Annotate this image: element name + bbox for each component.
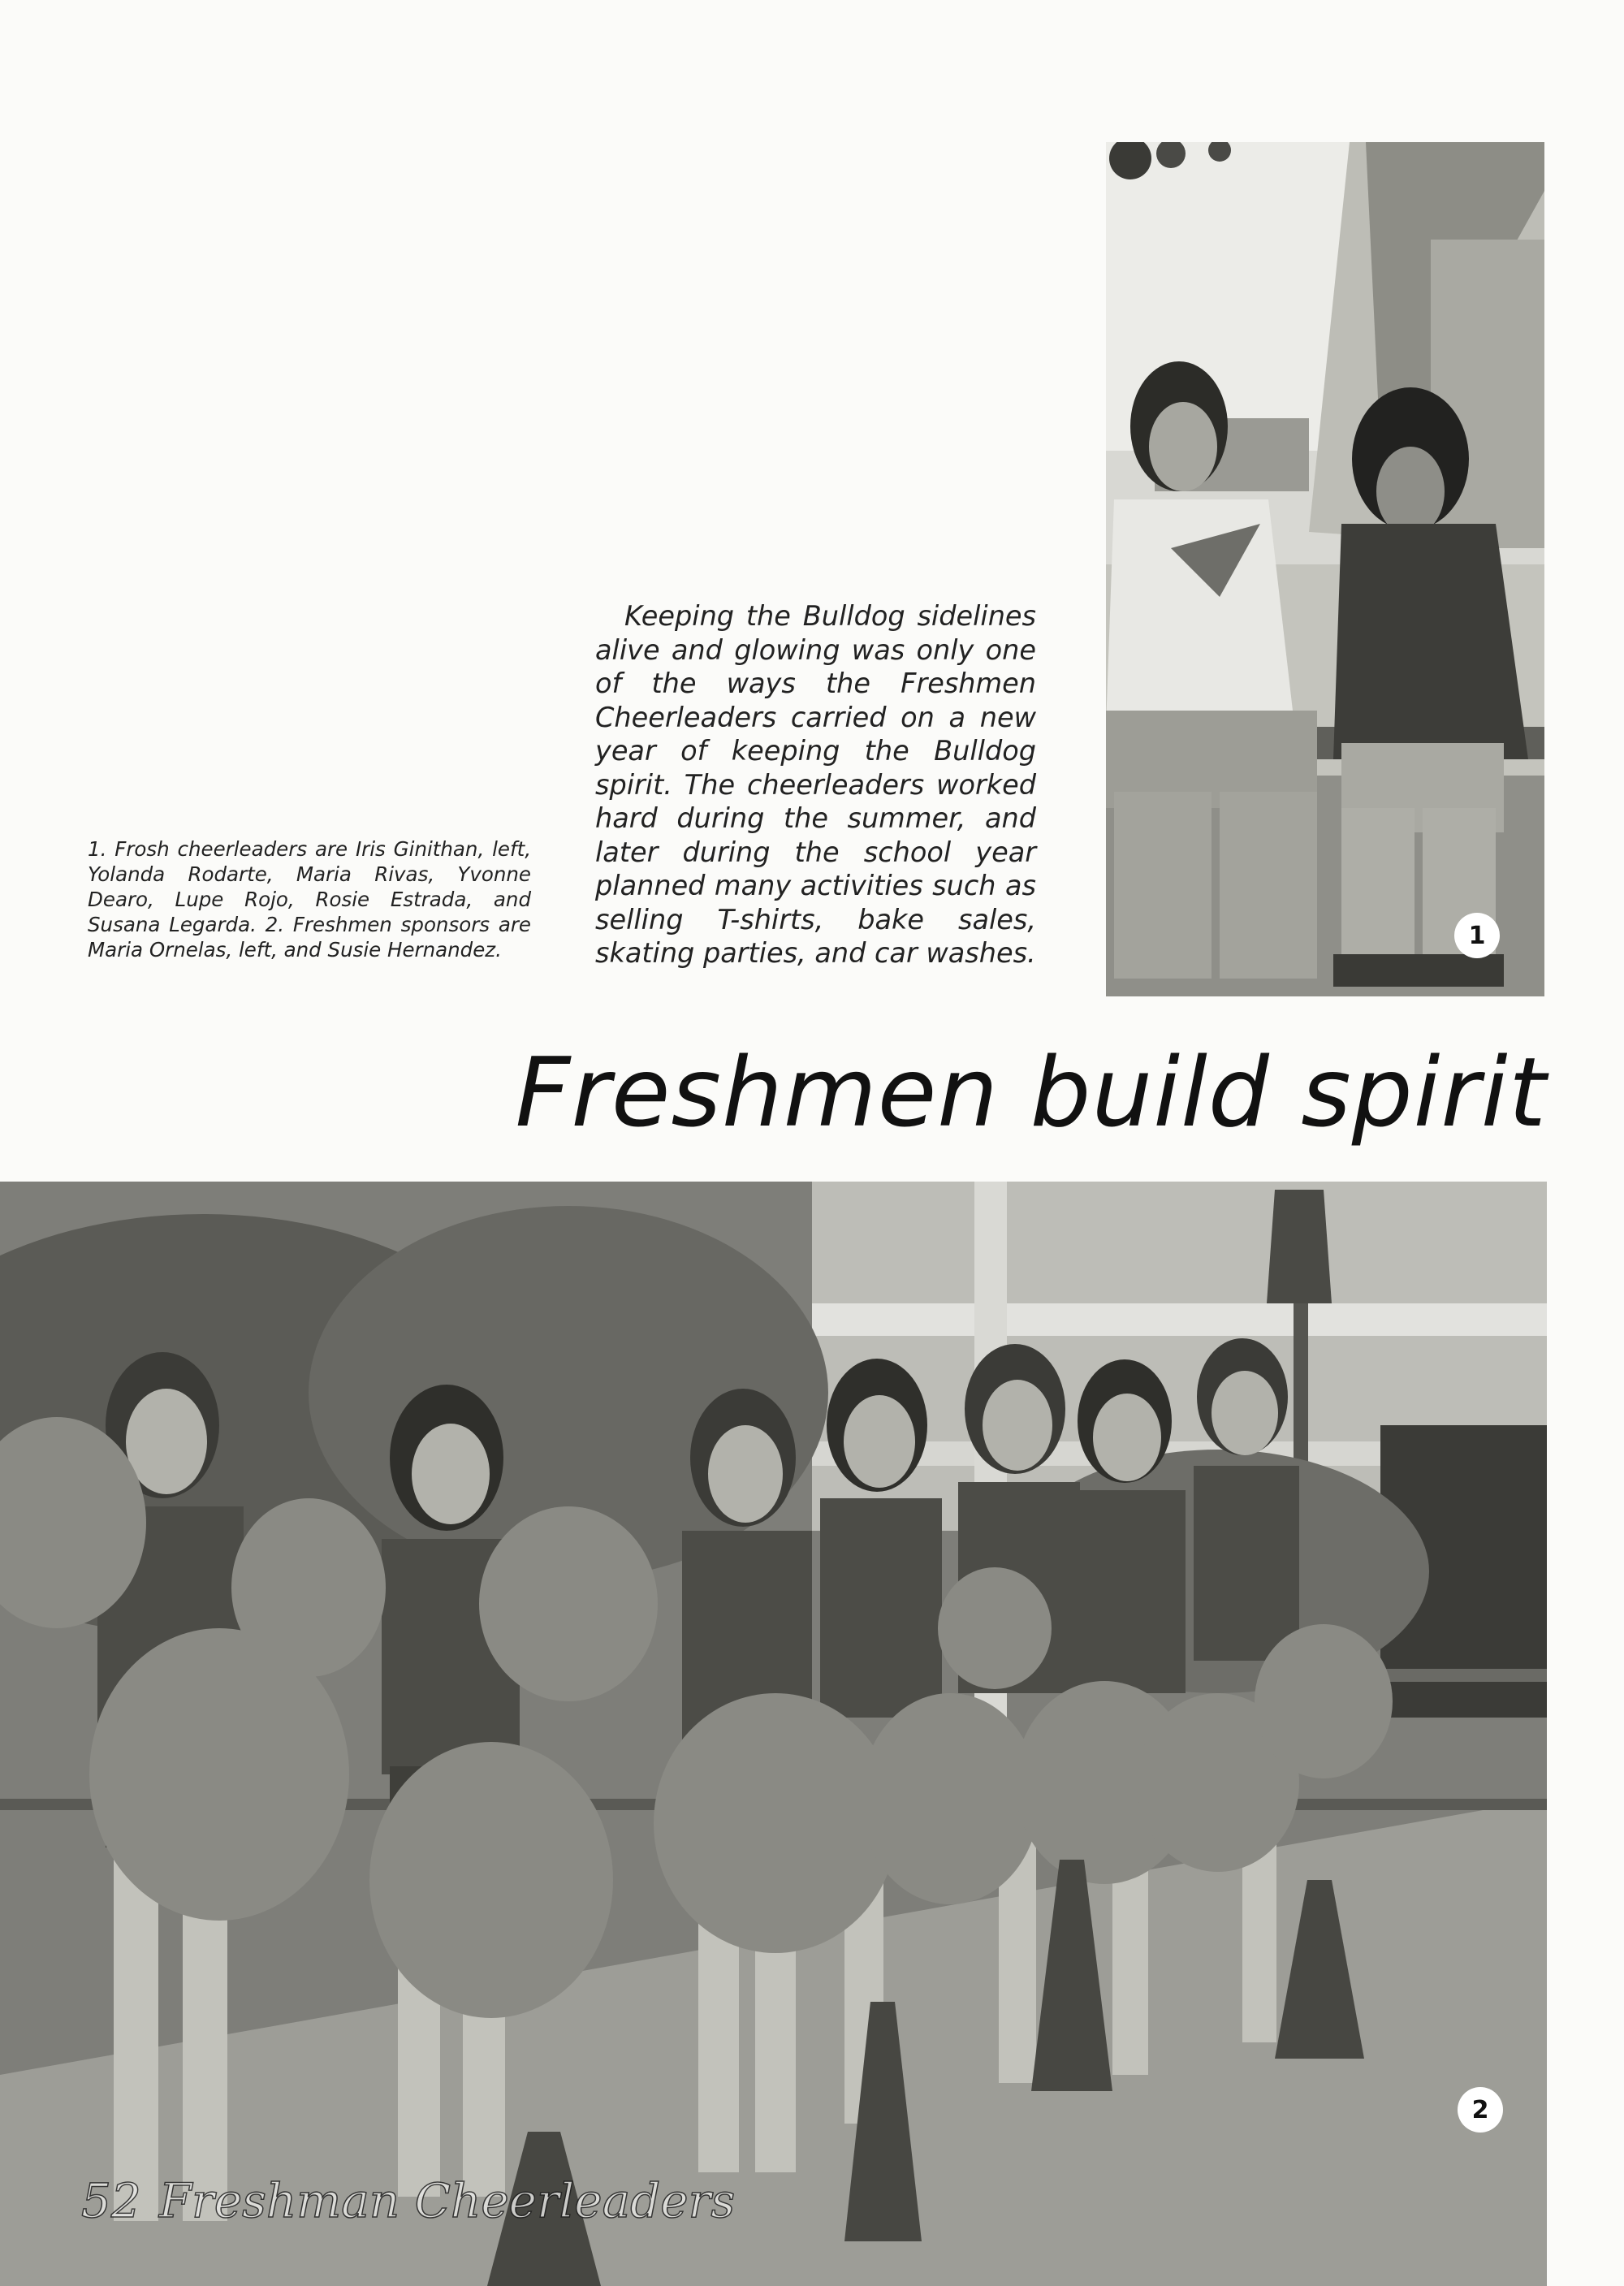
- page-headline: Freshmen build spirit: [515, 1036, 1547, 1148]
- photo-sponsors: [1106, 142, 1544, 996]
- photo-number-badge: 2: [1458, 2087, 1503, 2133]
- photo-cheerleaders-image: [0, 1182, 1547, 2286]
- article-body: Keeping the Bulldog sidelines alive and glowing was only one of the ways the Freshmen Cheerleaders carried on a new year of keeping the Bulldog spirit. The cheerleaders worked hard during the summer, and later during the school year planned many activities such as selling T-shirts, bake sales, skating parties, and car washes.: [595, 600, 1036, 969]
- page-number: 52: [81, 2173, 141, 2228]
- photo-cheerleaders: [0, 1182, 1547, 2286]
- photo-caption: 1. Frosh cheerleaders are Iris Ginithan, left, Yolanda Rodarte, Maria Rivas, Yvonne Dearo, Lupe Rojo, Rosie Estrada, and Susana Legarda. 2. Freshmen sponsors are Maria Ornelas, left, and Susie Hernandez.: [88, 837, 531, 962]
- section-title: Freshman Cheerleaders: [158, 2173, 736, 2228]
- photo-sponsors-image: [1106, 142, 1544, 996]
- page-footer: [81, 2172, 753, 2229]
- photo-number-badge: 1: [1454, 913, 1500, 958]
